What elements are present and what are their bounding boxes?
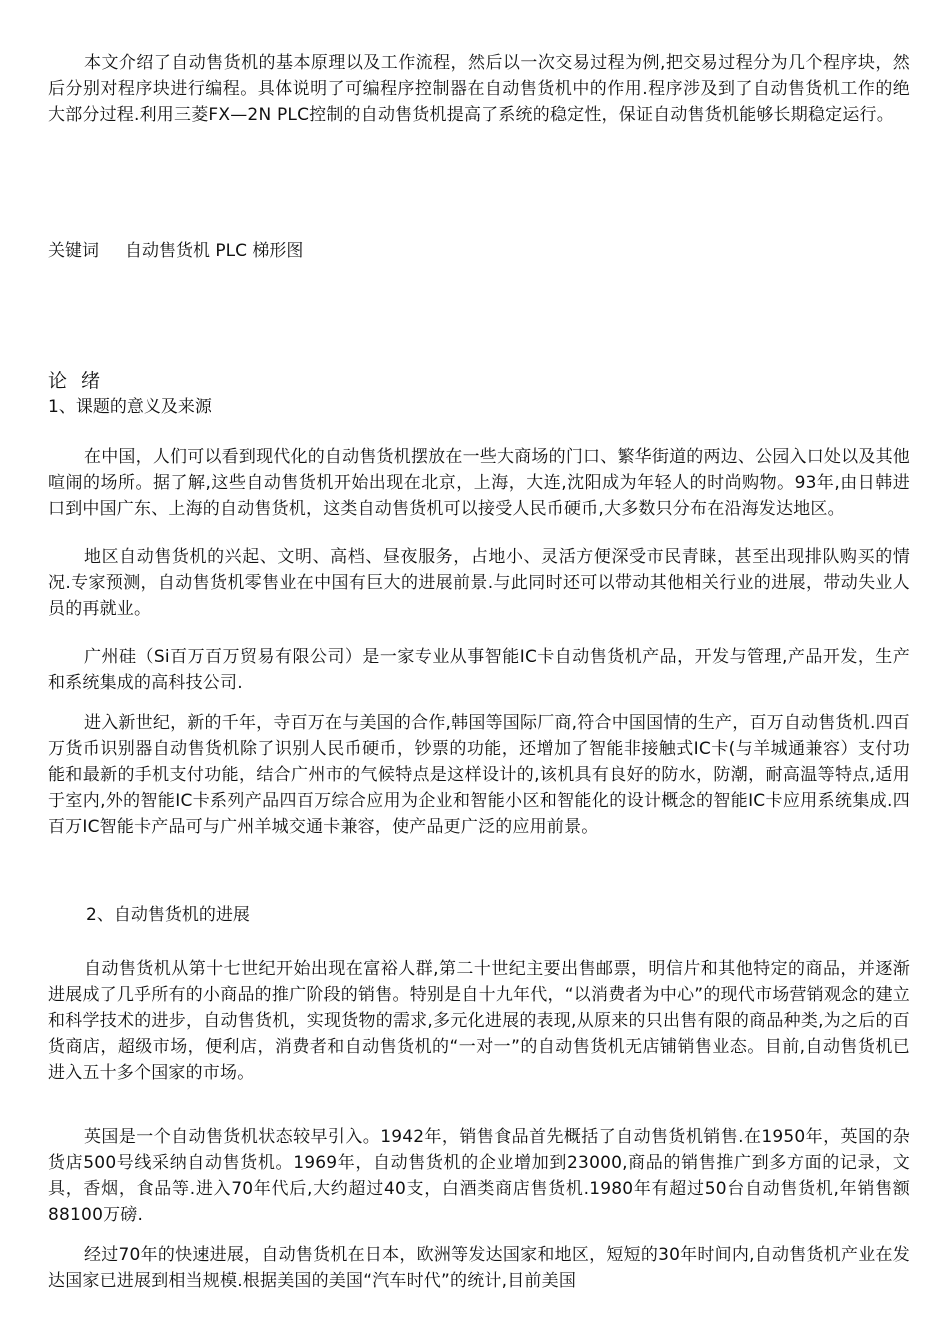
section2-paragraph-2: 英国是一个自动售货机状态较早引入。1942年，销售食品首先概括了自动售货机销售.在1950年，英国的杂货店500号线采纳自动售货机。1969年，自动售货机的企业增加到23000,商品的销售推广到多方面的记录，文具，香烟，食品等.进入70年代后,大约超过40支，白酒类商店售货机.1980年有超过50台自动售货机,年销售额88100万磅. bbox=[48, 1127, 910, 1225]
section1-paragraph-4: 进入新世纪，新的千年，寺百万在与美国的合作,韩国等国际厂商,符合中国国情的生产，百万自动售货机.四百万货币识别器自动售货机除了识别人民币硬币，钞票的功能，还增加了智能非接触式IC卡(与羊城通兼容）支付功能和最新的手机支付功能，结合广州市的气候特点是这样设计的,该机具有良好的防水，防潮，耐高温等特点,适用于室内,外的智能IC卡系列产品四百万综合应用为企业和智能小区和智能化的设计概念的智能IC卡应用系统集成.四百万IC智能卡产品可与广州羊城交通卡兼容，使产品更广泛的应用前景。 bbox=[48, 713, 910, 837]
section1-paragraph-3: 广州硅（Si百万百万贸易有限公司）是一家专业从事智能IC卡自动售货机产品，开发与管理,产品开发，生产和系统集成的高科技公司. bbox=[48, 647, 910, 693]
section1-title: 1、课题的意义及来源 bbox=[48, 397, 212, 417]
section1-paragraph-1: 在中国，人们可以看到现代化的自动售货机摆放在一些大商场的门口、繁华街道的两边、公园入口处以及其他喧闹的场所。据了解,这些自动售货机开始出现在北京，上海，大连,沈阳成为年轻人的时尚购物。93年,由日韩进口到中国广东、上海的自动售货机，这类自动售货机可以接受人民币硬币,大多数只分布在沿海发达地区。 bbox=[48, 447, 910, 519]
keywords-value: 自动售货机 PLC 梯形图 bbox=[125, 241, 304, 261]
introduction-title: 论 绪 bbox=[48, 370, 105, 392]
section2-paragraph-1: 自动售货机从第十七世纪开始出现在富裕人群,第二十世纪主要出售邮票，明信片和其他特定的商品，并逐渐进展成了几乎所有的小商品的推广阶段的销售。特别是自十九年代，“以消费者为中心”的现代市场营销观念的建立和科学技术的进步，自动售货机，实现货物的需求,多元化进展的表现,从原来的只出售有限的商品种类,为之后的百货商店，超级市场，便利店，消费者和自动售货机的“一对一”的自动售货机无店铺销售业态。目前,自动售货机已进入五十多个国家的市场。 bbox=[48, 959, 910, 1083]
section1-paragraph-2: 地区自动售货机的兴起、文明、高档、昼夜服务，占地小、灵活方便深受市民青睐，甚至出现排队购买的情况.专家预测，自动售货机零售业在中国有巨大的进展前景.与此同时还可以带动其他相关行业的进展，带动失业人员的再就业。 bbox=[48, 547, 910, 619]
keywords-label: 关键词 bbox=[48, 241, 99, 261]
section2-title: 2、自动售货机的进展 bbox=[86, 905, 250, 925]
abstract-paragraph: 本文介绍了自动售货机的基本原理以及工作流程，然后以一次交易过程为例,把交易过程分为几个程序块，然后分别对程序块进行编程。具体说明了可编程序控制器在自动售货机中的作用.程序涉及到了自动售货机工作的绝大部分过程.利用三菱FX—2N PLC控制的自动售货机提高了系统的稳定性，保证自动售货机能够长期稳定运行。 bbox=[48, 53, 910, 125]
keywords-line bbox=[48, 238, 303, 264]
section2-paragraph-3: 经过70年的快速进展，自动售货机在日本，欧洲等发达国家和地区，短短的30年时间内,自动售货机产业在发达国家已进展到相当规模.根据美国的美国“汽车时代”的统计,目前美国 bbox=[48, 1245, 910, 1291]
